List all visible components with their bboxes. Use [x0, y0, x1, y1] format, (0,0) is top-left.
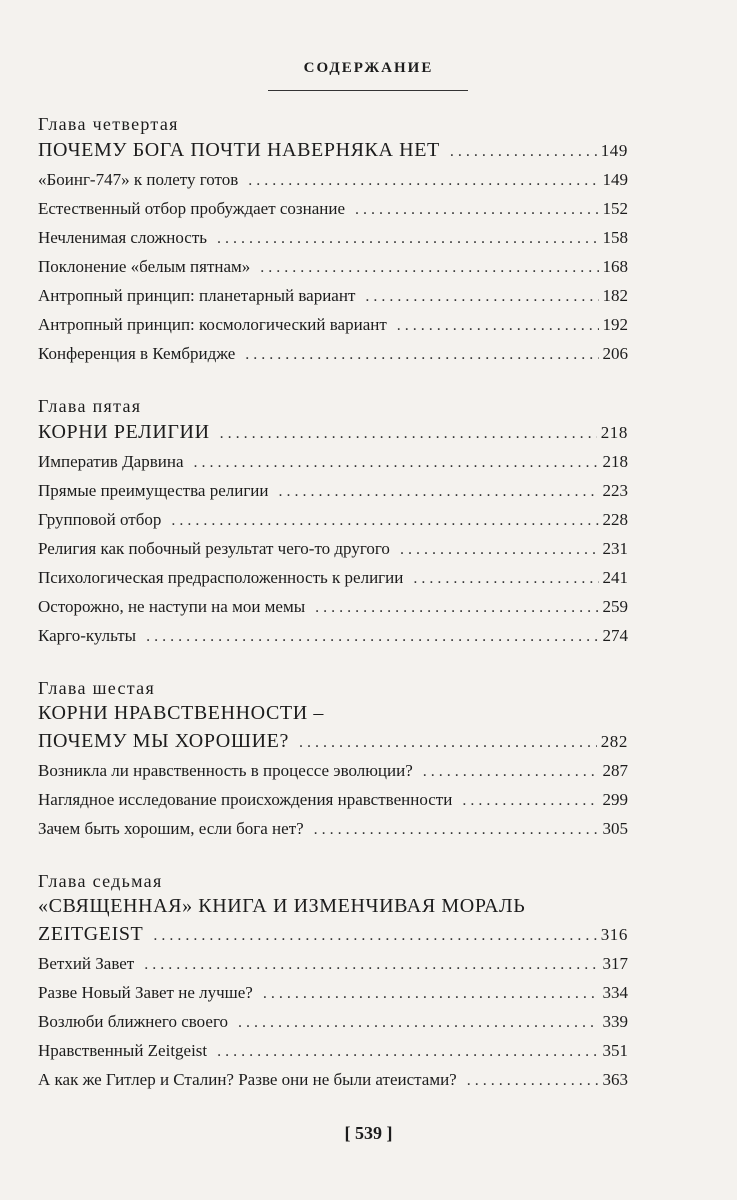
page-ref: 305 [602, 819, 628, 838]
chapter-title-entry-text: ZEITGEIST [38, 923, 144, 945]
page-ref: 241 [602, 568, 628, 587]
dot-leader [315, 593, 598, 622]
chapter-label: Глава седьмая [38, 871, 163, 891]
toc-entry-text: Поклонение «белым пятнам» [38, 257, 251, 276]
chapter-block [38, 112, 628, 368]
toc-entry[interactable] [38, 165, 628, 194]
dot-leader [467, 1066, 599, 1095]
chapter-title-entry-text: КОРНИ РЕЛИГИИ [38, 421, 210, 443]
page-ref: 228 [602, 510, 628, 529]
page-ref: 152 [602, 199, 628, 218]
chapter-label: Глава пятая [38, 396, 142, 416]
chapter-title-text: «СВЯЩЕННАЯ» КНИГА И ИЗМЕНЧИВАЯ МОРАЛЬ [38, 895, 526, 917]
page-ref: 334 [602, 983, 628, 1002]
toc-entry-text: Конференция в Кембридже [38, 344, 236, 363]
toc-entry[interactable] [38, 534, 628, 563]
toc-entry[interactable] [38, 814, 628, 843]
dot-leader [397, 311, 599, 340]
dot-leader [400, 535, 599, 564]
page-ref: 274 [602, 626, 628, 645]
chapter-title-entry[interactable] [38, 136, 628, 165]
toc-entry[interactable] [38, 1065, 628, 1094]
toc-entry-text: Психологическая предрасположенность к религии [38, 568, 404, 587]
toc-entry[interactable] [38, 281, 628, 310]
page-ref: 282 [600, 732, 628, 751]
chapter-title-line [38, 700, 628, 727]
toc-entry-text: Императив Дарвина [38, 452, 184, 471]
dot-leader [365, 282, 598, 311]
toc-entry-text: Нечленимая сложность [38, 228, 208, 247]
toc-entry[interactable] [38, 310, 628, 339]
dot-leader [248, 166, 598, 195]
toc-entry[interactable] [38, 505, 628, 534]
toc-entry-text: Возникла ли нравственность в процессе эволюции? [38, 761, 413, 780]
dot-leader [245, 340, 598, 369]
page-ref: 339 [602, 1012, 628, 1031]
toc-entry-text: Ветхий Завет [38, 954, 135, 973]
dot-leader [238, 1008, 599, 1037]
head-rule [268, 90, 468, 91]
toc-entry[interactable] [38, 339, 628, 368]
toc-entry[interactable] [38, 476, 628, 505]
toc-entry[interactable] [38, 194, 628, 223]
dot-leader [314, 815, 599, 844]
page-ref: 223 [602, 481, 628, 500]
table-of-contents [38, 112, 628, 1120]
chapter-title-entry-text: ПОЧЕМУ МЫ ХОРОШИЕ? [38, 730, 289, 752]
dot-leader [194, 448, 599, 477]
chapter-title-entry[interactable] [38, 920, 628, 949]
page-number: [ 539 ] [344, 1123, 393, 1143]
chapter-label: Глава четвертая [38, 114, 179, 134]
chapter-title-line [38, 893, 628, 920]
chapter-title-entry[interactable] [38, 418, 628, 447]
page-ref: 168 [602, 257, 628, 276]
toc-entry[interactable] [38, 592, 628, 621]
dot-leader [279, 477, 599, 506]
toc-entry-text: Групповой отбор [38, 510, 162, 529]
toc-entry-text: Осторожно, не наступи на мои мемы [38, 597, 306, 616]
chapter-block [38, 394, 628, 650]
page-ref: 317 [602, 954, 628, 973]
dot-leader [220, 419, 597, 448]
dot-leader [171, 506, 598, 535]
chapter-label: Глава шестая [38, 678, 156, 698]
page-ref: 218 [600, 423, 628, 442]
toc-entry[interactable] [38, 252, 628, 281]
dot-leader [217, 224, 598, 253]
dot-leader [462, 786, 598, 815]
toc-entry-text: Возлюби ближнего своего [38, 1012, 228, 1031]
toc-entry[interactable] [38, 1036, 628, 1065]
dot-leader [153, 921, 596, 950]
dot-leader [263, 979, 599, 1008]
dot-leader [299, 728, 597, 757]
chapter-title-entry[interactable] [38, 727, 628, 756]
toc-entry-text: «Боинг-747» к полету готов [38, 170, 239, 189]
chapter-block [38, 869, 628, 1094]
toc-entry-text: Антропный принцип: космологический вариант [38, 315, 387, 334]
page-ref: 316 [600, 925, 628, 944]
page-ref: 182 [602, 286, 628, 305]
chapter-title-text: КОРНИ НРАВСТВЕННОСТИ – [38, 702, 324, 724]
dot-leader [413, 564, 598, 593]
dot-leader [146, 622, 598, 651]
running-head: СОДЕРЖАНИЕ [303, 60, 434, 76]
dot-leader [260, 253, 598, 282]
dot-leader [144, 950, 598, 979]
toc-entry-text: Антропный принцип: планетарный вариант [38, 286, 356, 305]
page-ref: 206 [602, 344, 628, 363]
chapter-title-entry-text: ПОЧЕМУ БОГА ПОЧТИ НАВЕРНЯКА НЕТ [38, 139, 440, 161]
toc-entry[interactable] [38, 978, 628, 1007]
toc-entry-text: Разве Новый Завет не лучше? [38, 983, 253, 1002]
toc-entry-text: Зачем быть хорошим, если бога нет? [38, 819, 304, 838]
dot-leader [355, 195, 598, 224]
toc-entry[interactable] [38, 756, 628, 785]
toc-entry-text: А как же Гитлер и Сталин? Разве они не были атеистами? [38, 1070, 457, 1089]
toc-entry[interactable] [38, 621, 628, 650]
toc-entry[interactable] [38, 785, 628, 814]
page-ref: 363 [602, 1070, 628, 1089]
toc-entry-text: Религия как побочный результат чего-то другого [38, 539, 390, 558]
dot-leader [217, 1037, 598, 1066]
page-ref: 158 [602, 228, 628, 247]
toc-entry-text: Карго-культы [38, 626, 137, 645]
toc-entry[interactable] [38, 1007, 628, 1036]
page-ref: 149 [602, 170, 628, 189]
toc-entry-text: Нравственный Zeitgeist [38, 1041, 208, 1060]
toc-entry[interactable] [38, 563, 628, 592]
page-ref: 299 [602, 790, 628, 809]
page-ref: 218 [602, 452, 628, 471]
toc-entry[interactable] [38, 949, 628, 978]
page-ref: 231 [602, 539, 628, 558]
page-ref: 287 [602, 761, 628, 780]
toc-entry-text: Естественный отбор пробуждает сознание [38, 199, 346, 218]
toc-entry-text: Прямые преимущества религии [38, 481, 269, 500]
toc-entry[interactable] [38, 223, 628, 252]
toc-entry-text: Наглядное исследование происхождения нравственности [38, 790, 453, 809]
chapter-block [38, 676, 628, 843]
dot-leader [423, 757, 599, 786]
page-ref: 351 [602, 1041, 628, 1060]
page-ref: 149 [600, 141, 628, 160]
toc-entry[interactable] [38, 447, 628, 476]
page-ref: 192 [602, 315, 628, 334]
dot-leader [450, 137, 597, 166]
page-ref: 259 [602, 597, 628, 616]
